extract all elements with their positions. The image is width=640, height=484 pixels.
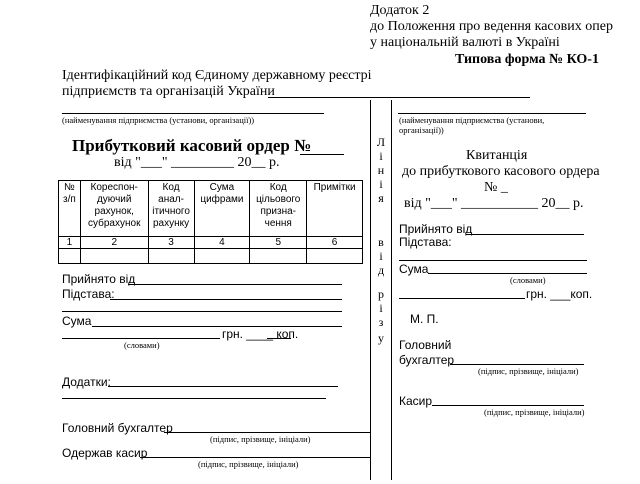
edrpou-label-line-1: Ідентифікаційний код Єдиному державному реєстрі [62,68,372,83]
table-data-cell[interactable] [148,249,194,264]
org-name-field[interactable] [62,113,324,114]
table-data-cell[interactable] [307,249,363,264]
sum-words-caption: (словами) [124,340,160,350]
cut-line-letter: з [378,315,384,329]
receipt-basis-field[interactable] [399,260,587,261]
receipt-basis-label: Підстава: [399,235,452,249]
regulation-line-2: у національній валюті в Україні [370,35,560,50]
kop-field[interactable] [267,338,291,339]
regulation-line-1: до Положення про ведення касових опер [370,19,613,34]
sum-words-field[interactable] [62,338,220,339]
received-from-label: Прийнято від [62,272,136,286]
cashier-sign-field[interactable] [140,457,370,458]
receipt-cashier-label: Касир [399,394,433,408]
edrpou-label-line-2: підприємств та організацій України [62,84,275,99]
chief-accountant-sign-field[interactable] [164,432,370,433]
receipt-chief-sign-caption: (підпис, прізвище, ініціали) [478,366,579,376]
cut-line-letter: в [378,235,384,249]
cashier-sign-caption: (підпис, прізвище, ініціали) [198,459,299,469]
basis-field[interactable] [110,299,342,300]
order-number-field[interactable] [300,154,344,155]
receipt-org-caption-line-1: (найменування підприємства (установи, [399,115,545,125]
cut-line-left [370,100,371,480]
cut-line-letter: і [379,301,383,315]
attachments-field-2[interactable] [62,398,326,399]
table-data-cell[interactable] [80,249,148,264]
cut-line-letter: і [379,149,383,163]
receipt-grn-kop-label: грн. ___коп. [526,287,593,301]
receipt-subtitle: до прибуткового касового ордера [402,164,600,179]
table-header-cell: Сума цифрами [194,181,250,237]
attachments-field[interactable] [108,386,338,387]
received-from-field[interactable] [128,284,342,285]
receipt-chief-label-line-2: бухгалтер [399,353,455,367]
table-data-cell[interactable] [250,249,307,264]
receipt-date: від "___" ___________ 20__ р. [404,196,584,211]
receipt-received-from-label: Прийнято від [399,222,473,236]
basis-field-2[interactable] [62,311,342,312]
receipt-org-name-field[interactable] [398,113,586,114]
attachments-label: Додатки: [62,375,111,389]
table-header-cell: Код цільового призна-чення [250,181,307,237]
cut-line-letter: Л [376,135,386,149]
cut-line-right [391,100,392,480]
document-title: Прибутковий касовий ордер № [72,136,312,155]
table-number-cell: 5 [250,237,307,249]
receipt-sum-label: Сума [399,262,429,276]
cut-line-letter: і [379,249,383,263]
cut-line-letter: н [377,163,385,177]
sum-field[interactable] [92,326,342,327]
appendix-label: Додаток 2 [370,3,430,18]
receipt-org-caption-line-2: організації)) [399,125,444,135]
receipt-cashier-sign-caption: (підпис, прізвище, ініціали) [484,407,585,417]
table-data-cell[interactable] [194,249,250,264]
cashier-received-label: Одержав касир [62,446,148,460]
grn-kop-label: грн. ____ коп. [222,327,299,341]
stamp-place: М. П. [410,312,439,326]
receipt-received-from-field[interactable] [466,234,584,235]
receipt-cashier-sign-field[interactable] [432,405,584,406]
accounting-table [58,180,363,264]
org-name-caption: (найменування підприємства (установи, організації)) [62,115,255,125]
table-header-cell: Примітки [307,181,363,237]
table-data-cell[interactable] [59,249,81,264]
sum-label: Сума [62,314,92,328]
receipt-number: № _ [484,180,508,195]
receipt-words-caption: (словами) [510,275,546,285]
receipt-chief-label-line-1: Головний [399,338,452,352]
receipt-title: Квитанція [466,148,528,163]
table-number-cell: 3 [148,237,194,249]
order-date: від "___" _________ 20__ р. [114,155,280,170]
chief-accountant-label: Головний бухгалтер [62,421,173,435]
receipt-sum-field[interactable] [428,273,587,274]
table-header-cell: № з/п [59,181,81,237]
cut-line-letter: у [378,331,384,345]
table-number-cell: 4 [194,237,250,249]
cut-line-letter: р [378,287,384,301]
table-header-cell: Кореспон-дуючий рахунок, субрахунок [80,181,148,237]
table-header-cell: Код анал-ітичного рахунку [148,181,194,237]
edrpou-field[interactable] [268,97,530,98]
table-number-cell: 6 [307,237,363,249]
form-type: Типова форма № КО-1 [455,52,599,67]
table-number-cell: 2 [80,237,148,249]
chief-accountant-sign-caption: (підпис, прізвище, ініціали) [210,434,311,444]
cut-line-letter: д [377,263,385,277]
cut-line-letter: я [378,191,384,205]
table-number-cell: 1 [59,237,81,249]
receipt-chief-sign-field[interactable] [450,364,584,365]
receipt-sum-words-field[interactable] [399,298,525,299]
cut-line-letter: і [379,177,383,191]
basis-label: Підстава: [62,287,115,301]
